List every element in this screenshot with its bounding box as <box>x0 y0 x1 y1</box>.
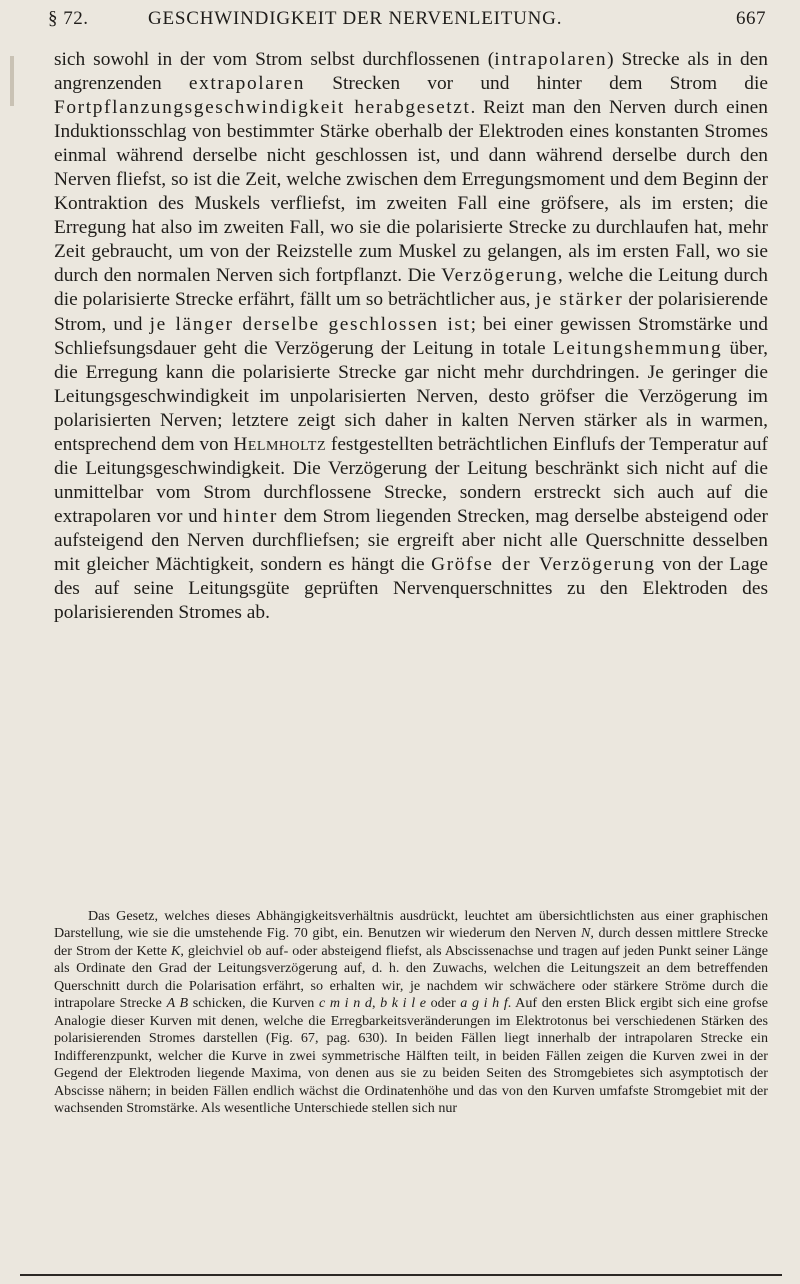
curve-agihf: a g i h f <box>460 995 508 1012</box>
section-number: § 72. <box>48 8 89 29</box>
text-run: festgestellten beträchtlichen Einflufs der Temperatur auf die Leitungsgeschwindigkeit. Die Verzögerung der Leitung beschränkt sich nicht auf die unmittelbar vom Strom durchflossene Strecke, sondern erstreckt sich auch auf die extrapolaren vor und <box>54 433 768 527</box>
emphasis-groesse: Gröfse der Verzögerung <box>431 553 656 575</box>
curve-bkile: b k i l e <box>380 995 426 1012</box>
curve-cmind: c m i n d <box>318 995 372 1012</box>
main-text-block <box>54 48 768 625</box>
text-run: , <box>371 995 381 1012</box>
text-run: Das Gesetz, welches dieses Abhängigkeitsverhältnis ausdrückt, leuchtet am übersichtlichsten aus einer graphischen Darstellung, wie sie die umstehende Fig. 70 gibt, ein. Benutzen wir wiederum den Nerven <box>54 908 768 942</box>
text-run: der polarisierende Strom, und <box>54 289 768 335</box>
small-paragraph <box>54 908 768 1117</box>
text-run: über, die Erregung kann die polarisierte Strecke gar nicht mehr durchdringen. Je geringer die Leitungsgeschwindigkeit im unpolarisierten Nerven, desto gröfser die Verzögerung im polarisierten Nerven; letztere zeigt sich daher in kalten Nerven stärker als in warmen, entsprechend dem von <box>54 337 768 455</box>
text-run: . Auf den ersten Blick ergibt sich eine grofse Analogie dieser Kurven mit denen, welche die Erregbarkeitsveränderungen im Elektrotonus bei verschiedenen Stärken des polarisierenden Stromes darstellen (Fig. 67, pag. 630). In beiden Fällen liegt innerhalb der intrapolaren Strecke ein Indifferenzpunkt, welcher die Kurve in zwei symmetrische Hälften teilt, in beiden Fällen zeigen die Kurven zwei in der Gegend der Elektroden liegende Maxima, von denen aus sie zu beiden Seiten des Stromgebietes sich asymptotisch der Abscisse nähern; in beiden Fällen endlich wächst die Ordinatenhöhe und das von den Kurven umfafste Stromgebiet mit der wachsenden Stromstärke. Als wesentliche Unterschiede stellen sich nur <box>54 995 769 1116</box>
emphasis-je-laenger: je länger derselbe geschlossen ist <box>149 313 471 335</box>
text-run: von der Lage des auf seine Leitungsgüte geprüften Nervenquerschnittes zu den Elektroden des polarisierenden Stromes ab. <box>54 553 768 624</box>
text-run: , durch dessen mittlere Strecke der Strom der Kette <box>54 925 768 959</box>
text-run: schicken, die Kurven <box>188 995 319 1012</box>
main-paragraph <box>54 48 768 625</box>
running-header <box>48 8 776 38</box>
text-run: ; bei einer gewissen Stromstärke und Schliefsungsdauer geht die Verzögerung der Leitung in totale <box>54 313 768 359</box>
text-run: dem Strom liegenden Strecken, mag derselbe absteigend oder aufsteigend den Nerven durchfliefsen; sie ergreift aber nicht alle Querschnitte desselben mit gleicher Mächtigkeit, sondern es hängt die <box>54 505 768 575</box>
text-run: , welche die Leitung durch die polarisierte Strecke erfährt, fällt um so beträchtlicher aus, <box>54 265 768 311</box>
author-name: Helmholtz <box>233 433 326 455</box>
emphasis-verzoegerung: Verzögerung <box>441 265 558 287</box>
text-run: sich sowohl in der vom Strom selbst durchflossenen ( <box>54 49 495 70</box>
small-print-block <box>54 908 768 1117</box>
symbol-n: N <box>580 925 591 942</box>
bottom-rule <box>20 1274 782 1276</box>
emphasis-extrapolaren: extrapolaren <box>188 73 305 95</box>
symbol-ab: A B <box>166 995 189 1012</box>
emphasis-fortpflanzung: Fortpflanzungsgeschwindigkeit herabgesetzt <box>54 97 471 119</box>
text-run: ) Strecke als in den angrenzenden <box>54 49 768 95</box>
text-run: oder <box>426 995 461 1012</box>
emphasis-leitungshemmung: Leitungshemmung <box>552 337 723 359</box>
text-run: , gleichviel ob auf- oder absteigend fliefst, als Abscissenachse und tragen auf jeden Punkt seiner Länge als Ordinate den Grad der Leitungsverzögerung auf, d. h. den Zuwachs, welchen die Leitungszeit an dem betreffenden Querschnitt durch die Polarisation erfährt, so erhalten wir, je nachdem wir schwächere oder stärkere Ströme durch die intrapolare Strecke <box>54 942 768 1012</box>
text-run: Strecken vor und hinter dem Strom die <box>305 73 768 95</box>
margin-mark <box>10 56 14 106</box>
emphasis-hinter: hinter <box>223 505 278 527</box>
page-number: 667 <box>736 8 766 29</box>
text-run: . Reizt man den Nerven durch einen Induktionsschlag von bestimmter Stärke oberhalb der Elektroden eines konstanten Stromes einmal während derselbe nicht geschlossen ist, und dann während derselbe durch den Nerven fliefst, so ist die Zeit, welche zwischen dem Erregungsmoment und dem Beginn der Kontraktion des Muskels verfliefst, im zweiten Fall eine gröfsere, als im ersten; die Erregung hat also im zweiten Fall, wo sie die polarisierte Strecke zu durchlaufen hat, mehr Zeit gebraucht, um von der Reizstelle zum Muskel zu gelangen, als im ersten Fall, wo sie durch den normalen Nerven sich fortpflanzt. Die <box>54 97 768 287</box>
running-title: GESCHWINDIGKEIT DER NERVENLEITUNG. <box>148 8 563 29</box>
symbol-k: K <box>170 942 181 959</box>
emphasis-je-staerker: je stärker <box>535 289 624 311</box>
emphasis-intrapolaren: intrapolaren <box>494 49 608 70</box>
